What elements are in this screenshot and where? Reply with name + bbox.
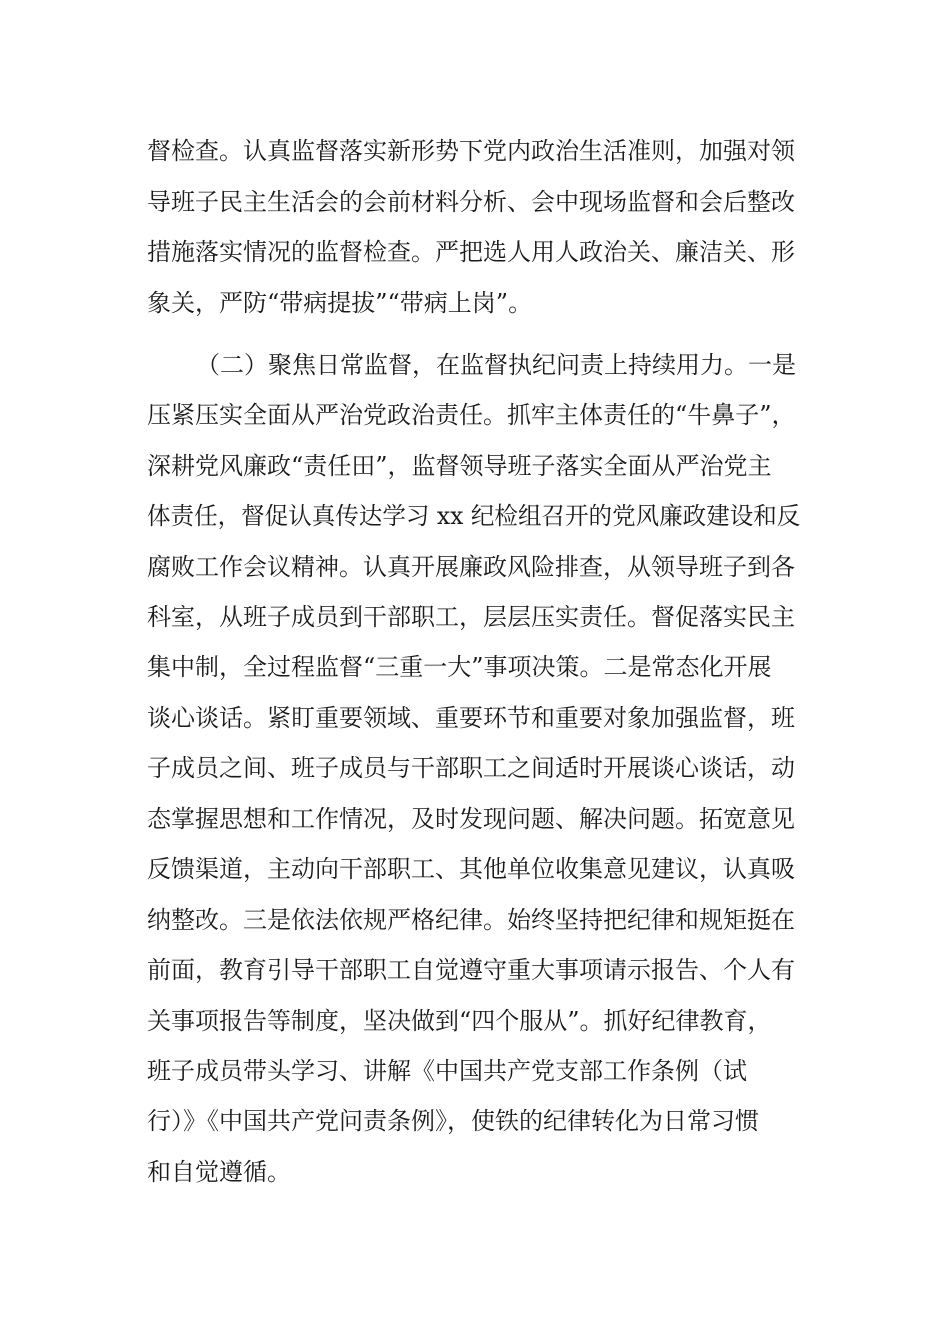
text-line-12: 谈心谈话。紧盯重要领域、重要环节和重要对象加强监督，班 [147,704,795,732]
text-line-7: 深耕党风廉政“责任田”，监督领导班子落实全面从严治党主 [147,452,772,480]
text-line-10: 科室，从班子成员到干部职工，层层压实责任。督促落实民主 [147,603,795,631]
text-line-11: 集中制，全过程监督“三重一大”事项决策。二是常态化开展 [147,653,772,681]
text-line-2: 导班子民主生活会的会前材料分析、会中现场监督和会后整改 [147,188,795,216]
text-line-1: 督检查。认真监督落实新形势下党内政治生活准则，加强对领 [147,137,795,165]
text-line-3: 措施落实情况的监督检查。严把选人用人政治关、廉洁关、形 [147,238,795,266]
text-line-20: 行）》《中国共产党问责条例》，使铁的纪律转化为日常习惯 [147,1107,759,1135]
text-line-8: 体责任，督促认真传达学习 xx 纪检组召开的党风廉政建设和反 [147,502,801,530]
text-line-17: 前面，教育引导干部职工自觉遵守重大事项请示报告、个人有 [147,956,795,984]
text-line-14: 态掌握思想和工作情况，及时发现问题、解决问题。拓宽意见 [147,805,795,833]
text-line-6: 压紧压实全面从严治党政治责任。抓牢主体责任的“牛鼻子”， [147,401,796,429]
text-line-4: 象关，严防“带病提拔”“带病上岗”。 [147,289,533,317]
text-line-21: 和自觉遵循。 [147,1158,291,1186]
text-line-16: 纳整改。三是依法依规严格纪律。始终坚持把纪律和规矩挺在 [147,906,795,934]
text-line-15: 反馈渠道，主动向干部职工、其他单位收集意见建议，认真吸 [147,855,795,883]
text-line-5: （二）聚焦日常监督，在监督执纪问责上持续用力。一是 [196,351,796,379]
text-line-18: 关事项报告等制度，坚决做到“四个服从”。抓好纪律教育， [147,1007,772,1035]
text-line-9: 腐败工作会议精神。认真开展廉政风险排查，从领导班子到各 [147,553,795,581]
text-line-13: 子成员之间、班子成员与干部职工之间适时开展谈心谈话，动 [147,754,795,782]
text-line-19: 班子成员带头学习、讲解《中国共产党支部工作条例（试 [147,1057,747,1085]
